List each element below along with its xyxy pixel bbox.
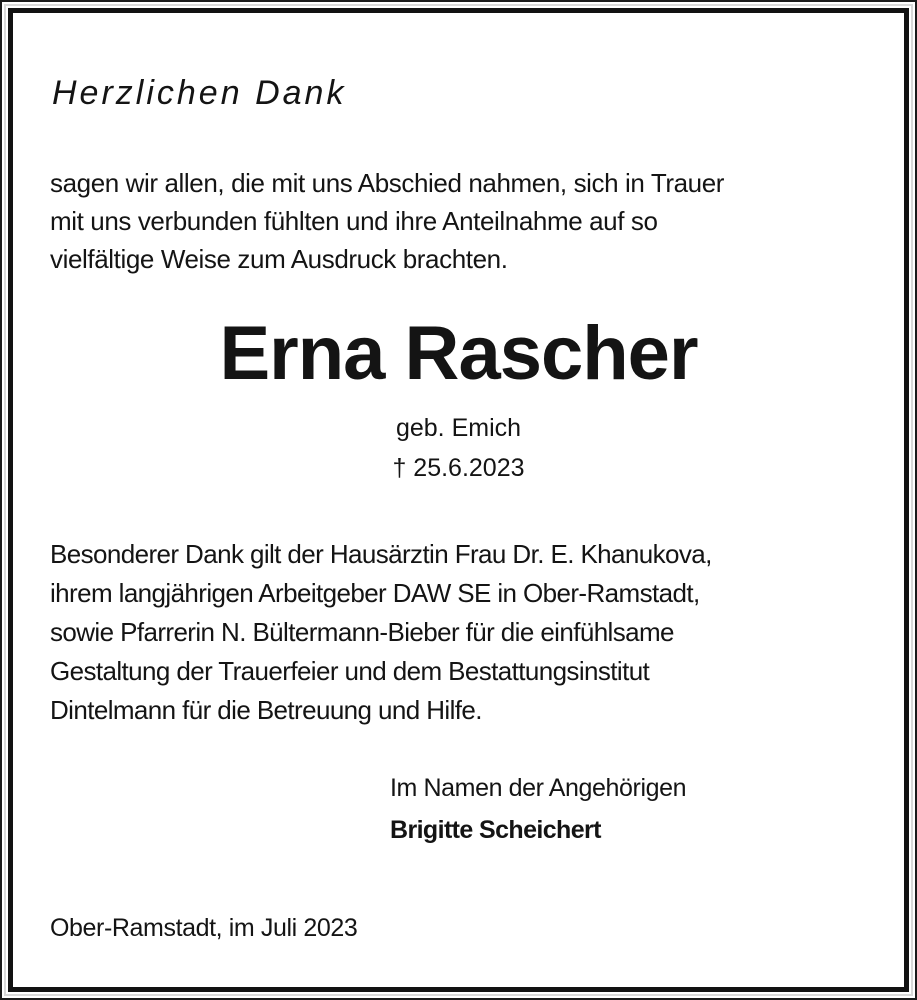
signature-name: Brigitte Scheichert bbox=[390, 816, 601, 844]
notice-heading: Herzlichen Dank bbox=[52, 74, 347, 112]
thanks-line: Dintelmann für die Betreuung und Hilfe. bbox=[50, 695, 482, 725]
intro-line: sagen wir allen, die mit uns Abschied nahmen, sich in Trauer bbox=[50, 168, 725, 198]
thanks-line: Besonderer Dank gilt der Hausärztin Frau Dr. E. Khanukova, bbox=[50, 539, 712, 569]
intro-paragraph bbox=[50, 164, 850, 278]
intro-line: vielfältige Weise zum Ausdruck brachten. bbox=[50, 244, 508, 274]
place-date: Ober-Ramstadt, im Juli 2023 bbox=[50, 914, 358, 942]
thanks-paragraph bbox=[50, 535, 870, 730]
thanks-line: sowie Pfarrerin N. Bültermann-Bieber für die einfühlsame bbox=[50, 617, 674, 647]
thanks-line: Gestaltung der Trauerfeier und dem Bestattungsinstitut bbox=[50, 656, 650, 686]
intro-line: mit uns verbunden fühlten und ihre Anteilnahme auf so bbox=[50, 206, 658, 236]
signature-intro: Im Namen der Angehörigen bbox=[390, 774, 687, 802]
birth-name: geb. Emich bbox=[395, 414, 522, 442]
thanks-line: ihrem langjährigen Arbeitgeber DAW SE in Ober-Ramstadt, bbox=[50, 578, 700, 608]
death-date: † 25.6.2023 bbox=[392, 454, 525, 482]
deceased-name: Erna Rascher bbox=[219, 311, 698, 396]
